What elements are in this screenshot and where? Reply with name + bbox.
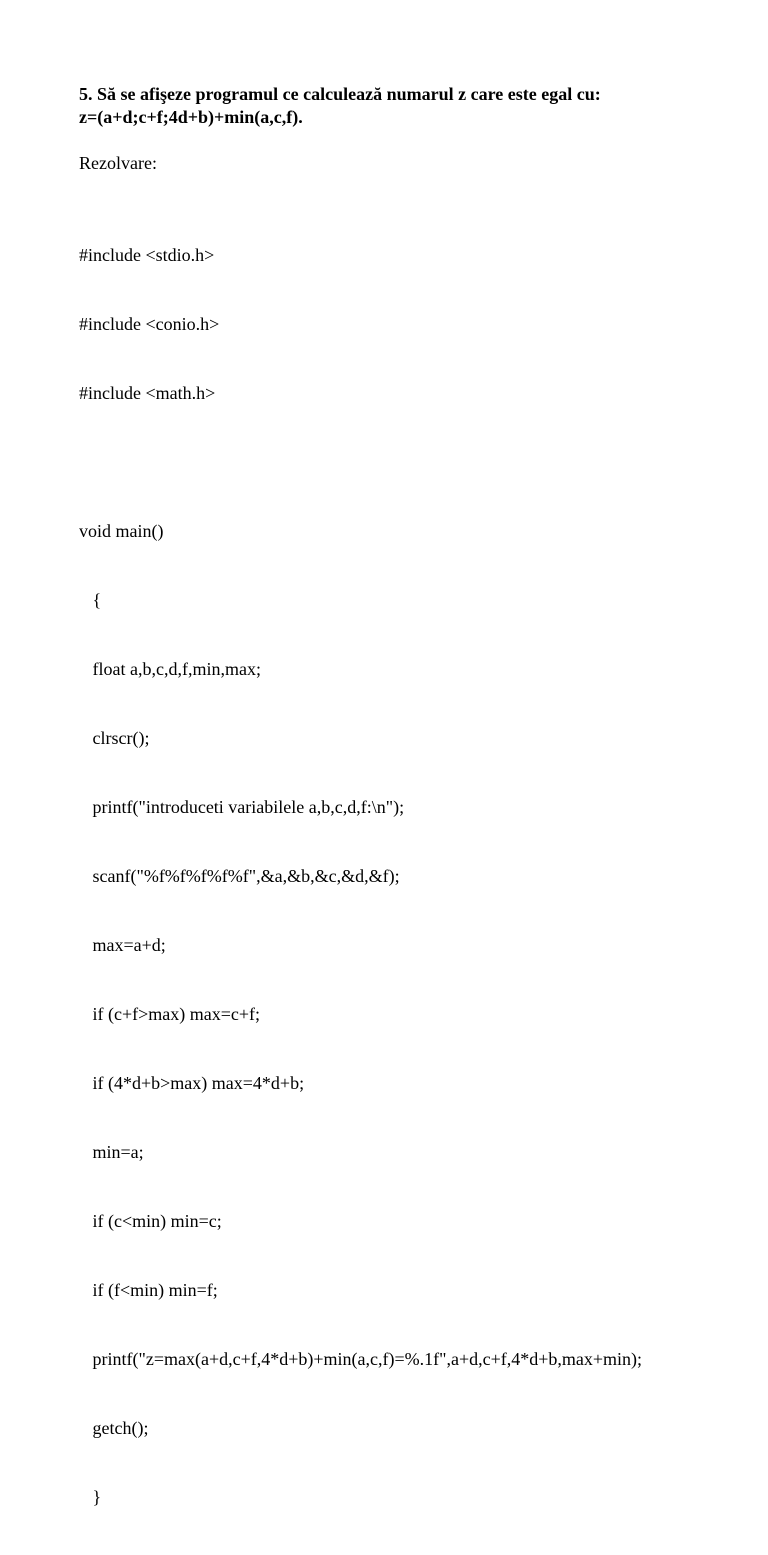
problem-title — [79, 83, 739, 129]
problem-title-line-2: z=(a+d;c+f;4d+b)+min(a,c,f). — [79, 107, 303, 127]
code-line: printf("introduceti variabilele a,b,c,d,f:\n"); — [79, 797, 405, 817]
code-line: if (4*d+b>max) max=4*d+b; — [79, 1073, 305, 1093]
code-line: if (c<min) min=c; — [79, 1211, 222, 1231]
code-line: clrscr(); — [79, 728, 150, 748]
code-line: printf("z=max(a+d,c+f,4*d+b)+min(a,c,f)=%.1f",a+d,c+f,4*d+b,max+min); — [79, 1349, 643, 1369]
code-line: { — [79, 590, 102, 610]
code-line: if (c+f>max) max=c+f; — [79, 1004, 261, 1024]
code-line: max=a+d; — [79, 935, 166, 955]
code-line — [79, 451, 739, 474]
code-line: #include <math.h> — [79, 383, 216, 403]
code-line: getch(); — [79, 1418, 149, 1438]
code-line: #include <conio.h> — [79, 314, 220, 334]
code-line: scanf("%f%f%f%f%f",&a,&b,&c,&d,&f); — [79, 866, 400, 886]
code-block — [79, 198, 739, 1555]
document-page — [79, 83, 739, 1555]
code-line: if (f<min) min=f; — [79, 1280, 218, 1300]
solution-label: Rezolvare: — [79, 153, 157, 173]
code-line: #include <stdio.h> — [79, 245, 215, 265]
problem-title-line-1: 5. Să se afişeze programul ce calculează numarul z care este egal cu: — [79, 84, 601, 104]
code-line: } — [79, 1487, 102, 1507]
code-line: float a,b,c,d,f,min,max; — [79, 659, 261, 679]
code-line: void main() — [79, 521, 164, 541]
code-line: min=a; — [79, 1142, 144, 1162]
